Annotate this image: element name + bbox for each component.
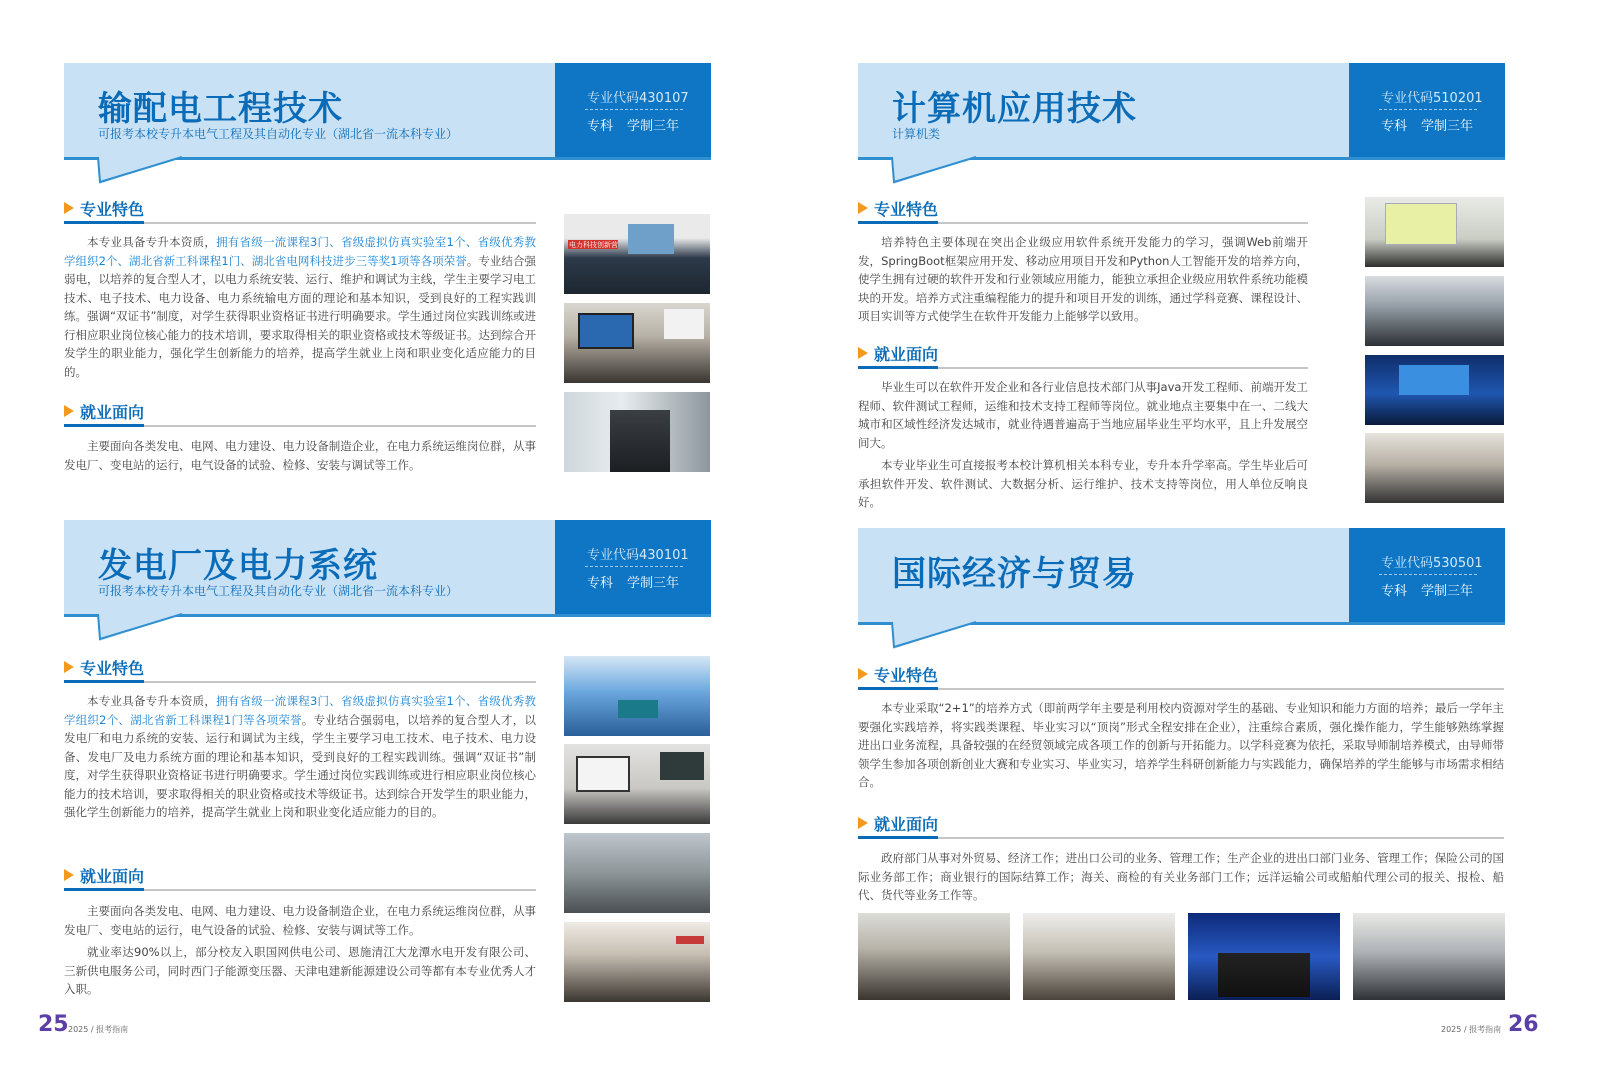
highlight-text: 拥有省级一流课程3门、省级虚拟仿真实验室1个、省级优秀教学组织2个、湖北省新工科课程1门等各项荣誉 [64, 694, 537, 727]
major-code-box [1349, 528, 1505, 622]
major-duration: 学制三年 [627, 119, 680, 134]
section-heading-label: 专业特色 [80, 200, 145, 219]
photo-computer-lab [1365, 276, 1504, 346]
major-level: 专科 [587, 119, 614, 134]
photo-classroom-students [564, 922, 710, 1002]
heading-underline [858, 687, 938, 690]
major-code: 专业代码430101 [587, 548, 689, 563]
orange-arrow-icon [858, 347, 870, 359]
major-title: 国际经济与贸易 [892, 554, 1137, 594]
section-heading-label: 就业面向 [874, 345, 939, 364]
major-header-transmission [64, 63, 711, 160]
section-heading-features [858, 196, 1308, 224]
photo-lecture-hall-1 [858, 913, 1010, 1000]
page-caption: 2025 / 报考指南 [1441, 1025, 1502, 1034]
photo-lecture-hall-2 [1023, 913, 1175, 1000]
section-heading-career [858, 341, 1308, 369]
photo-contest-presentation [1365, 197, 1504, 267]
code-divider [585, 109, 683, 110]
major-header-trade [858, 528, 1505, 625]
page-caption: 2025 / 报考指南 [68, 1025, 129, 1034]
highlight-text: 拥有省级一流课程3门、省级虚拟仿真实验室1个、省级优秀教学组织2个、湖北省新工科课程1门、湖北省电网科技进步三等奖1项等各项荣誉 [64, 235, 537, 268]
career-paragraph-2: 本专业毕业生可直接报考本校计算机相关本科专业，专升本升学率高。学生毕业后可承担软件开发、软件测试、大数据分析、运行维护、技术支持等岗位，用人单位反响良好。 [858, 458, 1308, 509]
heading-underline [64, 888, 144, 891]
text-run: 本专业具备专升本资质， [87, 235, 217, 249]
major-meta [587, 572, 679, 591]
feature-paragraph [64, 692, 536, 822]
heading-underline [858, 366, 938, 369]
section-heading-features [64, 196, 536, 224]
section-heading-features [858, 662, 1504, 690]
code-divider [1379, 574, 1477, 575]
career-paragraph: 政府部门从事对外贸易、经济工作；进出口公司的业务、管理工作；生产企业的进出口部门业务、管理工作；保险公司的国际业务部工作；商业银行的国际结算工作；海关、商检的有关业务部门工作；远洋运输公司或船舶代理公司的报关、报检、船代、货代等业务工作等。 [858, 851, 1504, 902]
major-code: 专业代码430107 [587, 91, 689, 106]
text-run: 。专业结合强弱电，以培养的复合型人才，以电力系统安装、运行、维护和调试为主线，学生主要学习电工技术、电子技术、电力设备、电力系统输电方面的理论和基本知识，受到良好的工程实践训练。强调“双证书”制度，对学生获得职业资格证书进行明确要求。学生通过岗位实践训练或进行相应职业岗位核心能力的技术培训，要求取得相关的职业资格或技术等级证书。达到综合开发学生的职业能力，强化学生创新能力的培养，提高学生就业上岗和职业变化适应能力的目的。 [64, 253, 537, 379]
heading-underline [64, 424, 144, 427]
major-header-power-plant [64, 520, 711, 617]
major-subtitle: 可报考本校专升本电气工程及其自动化专业（湖北省一流本科专业） [98, 584, 459, 598]
photo-classroom-lecture [564, 214, 710, 294]
major-title: 发电厂及电力系统 [98, 546, 378, 586]
heading-underline [64, 221, 144, 224]
header-tail [858, 621, 978, 649]
feature-paragraph: 培养特色主要体现在突出企业级应用软件系统开发能力的学习，强调Web前端开发，SpringBoot框架应用开发、移动应用项目开发和Python人工智能开发的培养方向，使学生拥有过硬的软件开发和行业领域应用能力，能独立承担企业级应用软件系统功能模块的开发。培养方式注重编程能力的提升和项目开发的训练，通过学科竞赛、课程设计、项目实训等方式使学生在软件开发能力上能够学以致用。 [858, 235, 1308, 323]
major-code: 专业代码530501 [1381, 556, 1483, 571]
major-subtitle: 可报考本校专升本电气工程及其自动化专业（湖北省一流本科专业） [98, 127, 459, 141]
major-duration: 学制三年 [1421, 119, 1474, 134]
major-code: 专业代码510201 [1381, 91, 1483, 106]
window [664, 309, 704, 339]
projector-screen [628, 224, 674, 254]
section-heading-label: 专业特色 [874, 200, 939, 219]
page-number: 25 [38, 1012, 69, 1037]
orange-arrow-icon [858, 202, 870, 214]
orange-arrow-icon [858, 668, 870, 680]
people-group [610, 410, 670, 472]
major-code-box [1349, 63, 1505, 157]
text-run: 。专业结合强弱电，以培养的复合型人才，以发电厂和电力系统的安装、运行和调试为主线，学生主要学习电工技术、电子技术、电力设备、发电厂及电力系统方面的理论和基本知识，受到良好的工程实践训练。强调“双证书”制度，对学生获得职业资格证书进行明确要求。学生通过岗位实践训练或进行相应职业岗位核心能力的技术培训，要求取得相关的职业资格或技术等级证书。达到综合开发学生的职业能力，强化学生创新能力的培养，提高学生就业上岗和职业变化适应能力的目的。 [64, 712, 537, 819]
section-heading-career [64, 863, 536, 891]
photo-lab-presentation [564, 303, 710, 383]
major-duration: 学制三年 [1421, 584, 1474, 599]
section-heading-career [64, 399, 536, 427]
page-number: 26 [1508, 1012, 1539, 1037]
orange-arrow-icon [64, 661, 76, 673]
major-duration: 学制三年 [627, 576, 680, 591]
career-paragraph: 主要面向各类发电、电网、电力建设、电力设备制造企业，在电力系统运维岗位群，从事发电厂、变电站的运行，电气设备的试验、检修、安装与调试等工作。 [64, 439, 536, 472]
section-heading-label: 专业特色 [80, 659, 145, 678]
feature-paragraph [64, 233, 536, 381]
major-level: 专科 [1381, 584, 1408, 599]
banner-text: 电力科技创新营 [569, 241, 618, 249]
major-level: 专科 [1381, 119, 1408, 134]
section-heading-label: 就业面向 [80, 403, 145, 422]
heading-underline [858, 221, 938, 224]
heading-underline [64, 680, 144, 683]
blackboard [660, 752, 704, 780]
photo-outdoor-training [564, 833, 710, 913]
section-heading-features [64, 655, 536, 683]
orange-arrow-icon [64, 405, 76, 417]
major-header-computer [858, 63, 1505, 160]
people-group [1218, 953, 1310, 997]
career-paragraph-2: 就业率达90%以上，部分校友入职国网供电公司、恩施清江大龙潭水电开发有限公司、三新供电服务公司，同时西门子能源变压器、天津电建新能源建设公司等都有本专业优秀人才入职。 [64, 945, 536, 996]
photo-lecture-hall-3 [1353, 913, 1505, 1000]
photo-students-computers [1365, 433, 1504, 503]
major-code-box [555, 520, 711, 614]
major-meta [1381, 115, 1473, 134]
major-subtitle: 计算机类 [892, 127, 941, 141]
major-meta [587, 115, 679, 134]
photo-group-banner [564, 656, 710, 736]
display-screen [576, 756, 630, 792]
banner-red [676, 936, 704, 944]
major-title: 输配电工程技术 [98, 89, 343, 129]
display-screen [578, 313, 634, 349]
orange-arrow-icon [858, 817, 870, 829]
photo-visit-lab [564, 392, 710, 472]
major-level: 专科 [587, 576, 614, 591]
career-paragraph: 毕业生可以在软件开发企业和各行业信息技术部门从事Java开发工程师、前端开发工程师、软件测试工程师，运维和技术支持工程师等岗位。就业地点主要集中在一、二线大城市和区域性经济发达城市，就业待遇普遍高于当地应届毕业生平均水平，且上升发展空间大。 [858, 380, 1308, 450]
major-meta [1381, 580, 1473, 599]
section-heading-label: 专业特色 [874, 666, 939, 685]
major-title: 计算机应用技术 [892, 89, 1137, 129]
code-divider [585, 566, 683, 567]
section-heading-label: 就业面向 [80, 867, 145, 886]
header-tail [64, 613, 184, 641]
header-tail [64, 156, 184, 184]
photo-award-ceremony [1188, 913, 1340, 1000]
projector-screen [1385, 203, 1457, 245]
flag [618, 700, 658, 718]
major-code-box [555, 63, 711, 157]
section-heading-label: 就业面向 [874, 815, 939, 834]
feature-paragraph: 本专业采取“2+1”的培养方式（即前两学年主要是利用校内资源对学生的基础、专业知识和能力方面的培养；最后一学年主要强化实践培养，将实践类课程、毕业实习以“顶岗”形式全程安排在企业），注重综合素质，强化操作能力，学生能够熟练掌握进出口业务流程，具备较强的在经贸领域完成各项工作的创新与开拓能力。以学科竞赛为依托，采取导师制培养模式，由导师带领学生参加各项创新创业大赛和专业实习、毕业实习，培养学生科研创新能力与实践能力，确保培养的学生能够与市场需求相结合。 [858, 701, 1504, 789]
career-paragraph: 主要面向各类发电、电网、电力建设、电力设备制造企业，在电力系统运维岗位群，从事发电厂、变电站的运行，电气设备的试验、检修、安装与调试等工作。 [64, 904, 536, 937]
text-run: 本专业具备专升本资质， [87, 694, 217, 708]
orange-arrow-icon [64, 202, 76, 214]
header-tail [858, 156, 978, 184]
photo-stage-event [1365, 355, 1504, 425]
orange-arrow-icon [64, 869, 76, 881]
led-screen [1399, 365, 1469, 395]
code-divider [1379, 109, 1477, 110]
heading-underline [858, 836, 938, 839]
photo-lecture-screen [564, 744, 710, 824]
section-heading-career [858, 811, 1504, 839]
